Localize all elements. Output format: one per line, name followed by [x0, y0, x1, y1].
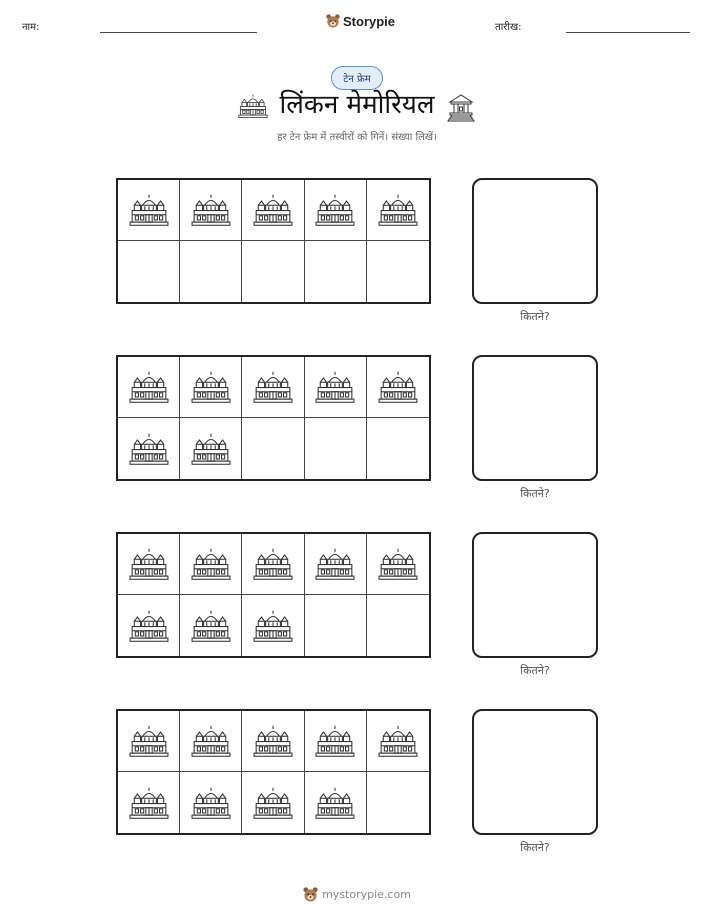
ten-frame-cell	[118, 534, 180, 595]
memorial-building-icon	[253, 609, 293, 643]
footer-url: mystorypie.com	[322, 888, 411, 901]
memorial-building-icon	[129, 432, 169, 466]
memorial-building-icon	[191, 609, 231, 643]
answer-box[interactable]	[472, 532, 598, 658]
memorial-building-icon	[253, 370, 293, 404]
ten-frame-cell	[180, 241, 242, 302]
memorial-building-icon	[191, 724, 231, 758]
ten-frame-cell	[180, 180, 242, 241]
memorial-building-icon	[315, 724, 355, 758]
memorial-building-icon	[378, 547, 418, 581]
ten-frame-cell	[367, 241, 429, 302]
memorial-building-icon	[315, 193, 355, 227]
ten-frame-cell	[305, 711, 367, 772]
ten-frame-cell	[367, 711, 429, 772]
ten-frame-cell	[180, 711, 242, 772]
memorial-building-icon	[129, 193, 169, 227]
answer-label: कितने?	[520, 664, 550, 677]
name-label: नाम:	[22, 22, 40, 33]
ten-frame-cell	[305, 180, 367, 241]
memorial-building-icon	[315, 547, 355, 581]
memorial-building-icon	[191, 547, 231, 581]
instructions: हर टेन फ्रेम में तस्वीरों को गिनें। संख्या लिखें।	[277, 132, 437, 143]
answer-label: कितने?	[520, 487, 550, 500]
ten-frame-cell	[305, 772, 367, 833]
name-line[interactable]	[100, 32, 257, 33]
memorial-building-icon	[378, 193, 418, 227]
memorial-building-icon	[191, 786, 231, 820]
memorial-building-icon	[191, 193, 231, 227]
answer-box[interactable]	[472, 355, 598, 481]
ten-frame-cell	[367, 534, 429, 595]
ten-frame-cell	[118, 357, 180, 418]
ten-frame-cell	[242, 711, 304, 772]
bear-face-icon	[326, 13, 340, 29]
memorial-building-icon	[129, 370, 169, 404]
ten-frame	[116, 532, 431, 658]
ten-frame-cell	[305, 241, 367, 302]
answer-label: कितने?	[520, 841, 550, 854]
ten-frame-cell	[118, 772, 180, 833]
ten-frame-cell	[367, 180, 429, 241]
ten-frame-cell	[180, 357, 242, 418]
ten-frame-cell	[367, 595, 429, 656]
memorial-building-icon	[129, 786, 169, 820]
memorial-building-icon	[129, 547, 169, 581]
ten-frame-cell	[118, 418, 180, 479]
ten-frame-cell	[118, 180, 180, 241]
date-label: तारीख:	[495, 22, 522, 33]
ten-frame-cell	[180, 418, 242, 479]
ten-frame-cell	[118, 595, 180, 656]
lincoln-memorial-icon	[446, 92, 476, 122]
memorial-building-icon	[253, 724, 293, 758]
answer-box[interactable]	[472, 709, 598, 835]
ten-frame-cell	[305, 595, 367, 656]
memorial-building-icon	[253, 786, 293, 820]
ten-frame-cell	[367, 418, 429, 479]
memorial-building-icon	[129, 609, 169, 643]
memorial-building-icon	[191, 370, 231, 404]
ten-frame-cell	[242, 534, 304, 595]
ten-frame-cell	[118, 241, 180, 302]
ten-frame-cell	[242, 418, 304, 479]
ten-frame-cell	[305, 534, 367, 595]
ten-frame-cell	[305, 357, 367, 418]
memorial-building-icon	[129, 724, 169, 758]
memorial-building-icon	[378, 724, 418, 758]
memorial-building-icon	[378, 370, 418, 404]
ten-frame-cell	[242, 357, 304, 418]
ten-frame-cell	[367, 772, 429, 833]
ten-frame-cell	[242, 180, 304, 241]
ten-frame-cell	[242, 241, 304, 302]
memorial-building-icon	[315, 786, 355, 820]
ten-frame-cell	[180, 772, 242, 833]
ten-frame-badge: टेन फ्रेम	[331, 66, 383, 90]
memorial-building-icon	[315, 370, 355, 404]
ten-frame-cell	[242, 595, 304, 656]
memorial-building-icon	[191, 432, 231, 466]
answer-box[interactable]	[472, 178, 598, 304]
answer-label: कितने?	[520, 310, 550, 323]
storypie-logo	[326, 13, 395, 29]
ten-frame-cell	[180, 534, 242, 595]
bear-face-icon	[303, 886, 318, 903]
ten-frame-cell	[118, 711, 180, 772]
memorial-building-icon	[253, 547, 293, 581]
ten-frame-cell	[242, 772, 304, 833]
ten-frame-cell	[367, 357, 429, 418]
footer	[0, 886, 714, 903]
ten-frame-cell	[305, 418, 367, 479]
ten-frame	[116, 178, 431, 304]
brand-name: Storypie	[343, 13, 396, 29]
page-title: लिंकन मेमोरियल	[279, 90, 435, 120]
ten-frame	[116, 709, 431, 835]
date-line[interactable]	[566, 32, 690, 33]
ten-frame-cell	[180, 595, 242, 656]
ten-frame	[116, 355, 431, 481]
memorial-building-icon	[253, 193, 293, 227]
